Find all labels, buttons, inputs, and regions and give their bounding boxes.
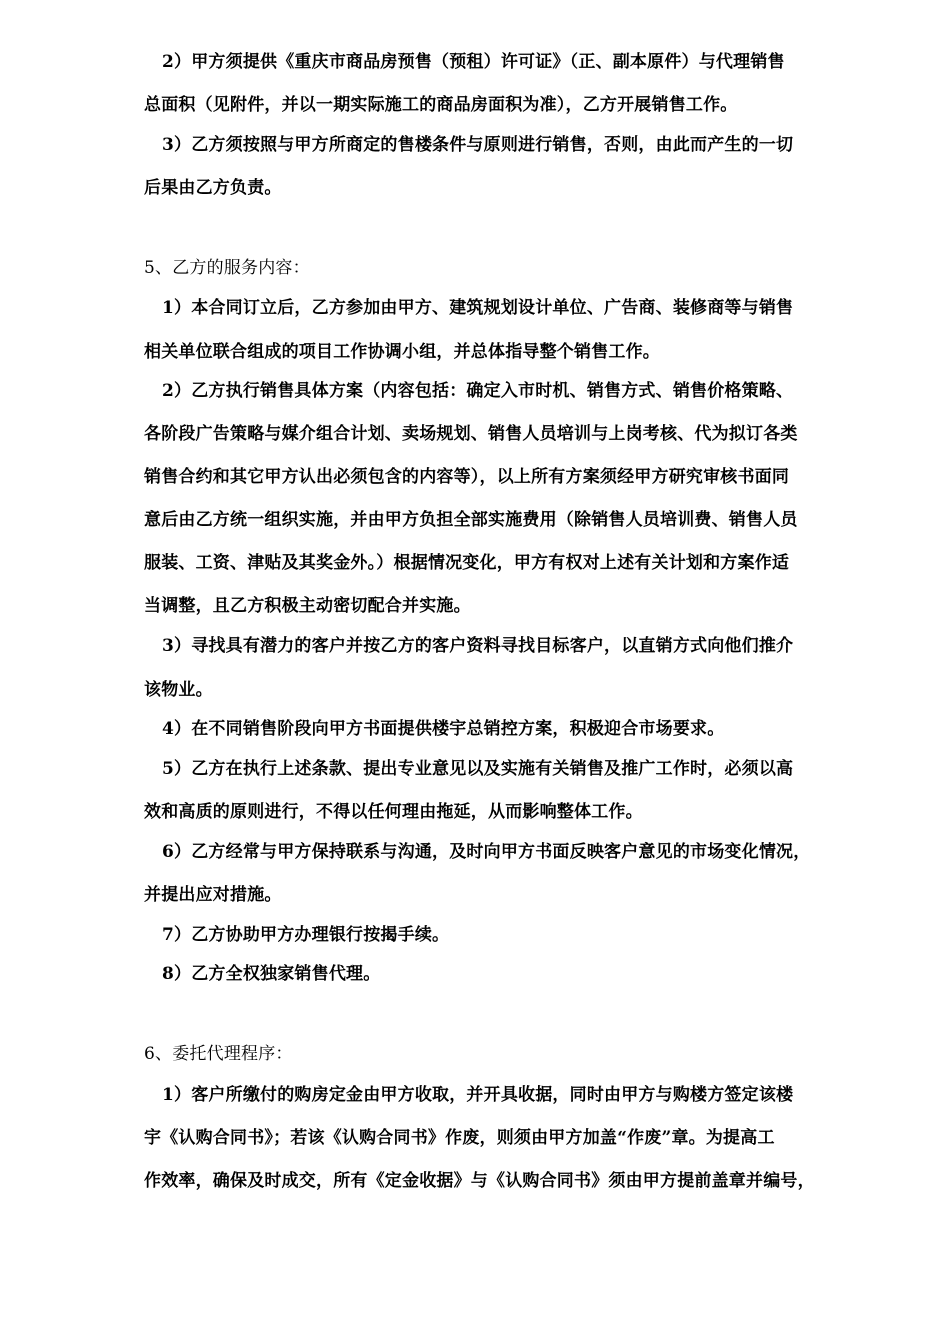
paragraph-line: 1）本合同订立后，乙方参加由甲方、建筑规划设计单位、广告商、装修商等与销售 <box>162 298 794 318</box>
paragraph-line: 5）乙方在执行上述条款、提出专业意见以及实施有关销售及推广工作时，必须以高 <box>162 759 794 779</box>
paragraph-line: 相关单位联合组成的项目工作协调小组，并总体指导整个销售工作。 <box>144 342 660 362</box>
paragraph-line: 作效率，确保及时成交，所有《定金收据》与《认购合同书》须由甲方提前盖章并编号， <box>144 1171 815 1191</box>
paragraph-line: 各阶段广告策略与媒介组合计划、卖场规划、销售人员培训与上岗考核、代为拟订各类 <box>144 424 798 444</box>
section5-heading: 5、乙方的服务内容： <box>144 258 310 278</box>
paragraph-line: 4）在不同销售阶段向甲方书面提供楼宇总销控方案，积极迎合市场要求。 <box>162 719 725 739</box>
paragraph-line: 总面积（见附件，并以一期实际施工的商品房面积为准），乙方开展销售工作。 <box>144 95 738 115</box>
paragraph-line: 2）甲方须提供《重庆市商品房预售（预租）许可证》（正、副本原件）与代理销售 <box>162 52 785 72</box>
paragraph-line: 6）乙方经常与甲方保持联系与沟通，及时向甲方书面反映客户意见的市场变化情况， <box>162 842 811 862</box>
paragraph-line: 意后由乙方统一组织实施，并由甲方负担全部实施费用（除销售人员培训费、销售人员 <box>144 510 798 530</box>
paragraph-line: 当调整，且乙方积极主动密切配合并实施。 <box>144 596 471 616</box>
paragraph-line: 3）寻找具有潜力的客户并按乙方的客户资料寻找目标客户，以直销方式向他们推介 <box>162 636 794 656</box>
paragraph-line: 7）乙方协助甲方办理银行按揭手续。 <box>162 925 450 945</box>
paragraph-line: 服装、工资、津贴及其奖金外。）根据情况变化，甲方有权对上述有关计划和方案作适 <box>144 553 790 573</box>
paragraph-line: 8）乙方全权独家销售代理。 <box>162 964 381 984</box>
paragraph-line: 并提出应对措施。 <box>144 885 282 905</box>
paragraph-line: 后果由乙方负责。 <box>144 178 282 198</box>
section6-heading: 6、委托代理程序： <box>144 1044 293 1064</box>
paragraph-line: 3）乙方须按照与甲方所商定的售楼条件与原则进行销售，否则，由此而产生的一切 <box>162 135 794 155</box>
paragraph-line: 2）乙方执行销售具体方案（内容包括：确定入市时机、销售方式、销售价格策略、 <box>162 381 794 401</box>
paragraph-line: 1）客户所缴付的购房定金由甲方收取，并开具收据，同时由甲方与购楼方签定该楼 <box>162 1085 794 1105</box>
paragraph-line: 宇《认购合同书》；若该《认购合同书》作废，则须由甲方加盖“作废”章。为提高工 <box>144 1128 775 1148</box>
paragraph-line: 该物业。 <box>144 680 213 700</box>
paragraph-line: 效和高质的原则进行，不得以任何理由拖延，从而影响整体工作。 <box>144 802 643 822</box>
paragraph-line: 销售合约和其它甲方认出必须包含的内容等），以上所有方案须经甲方研究审核书面同 <box>144 467 790 487</box>
